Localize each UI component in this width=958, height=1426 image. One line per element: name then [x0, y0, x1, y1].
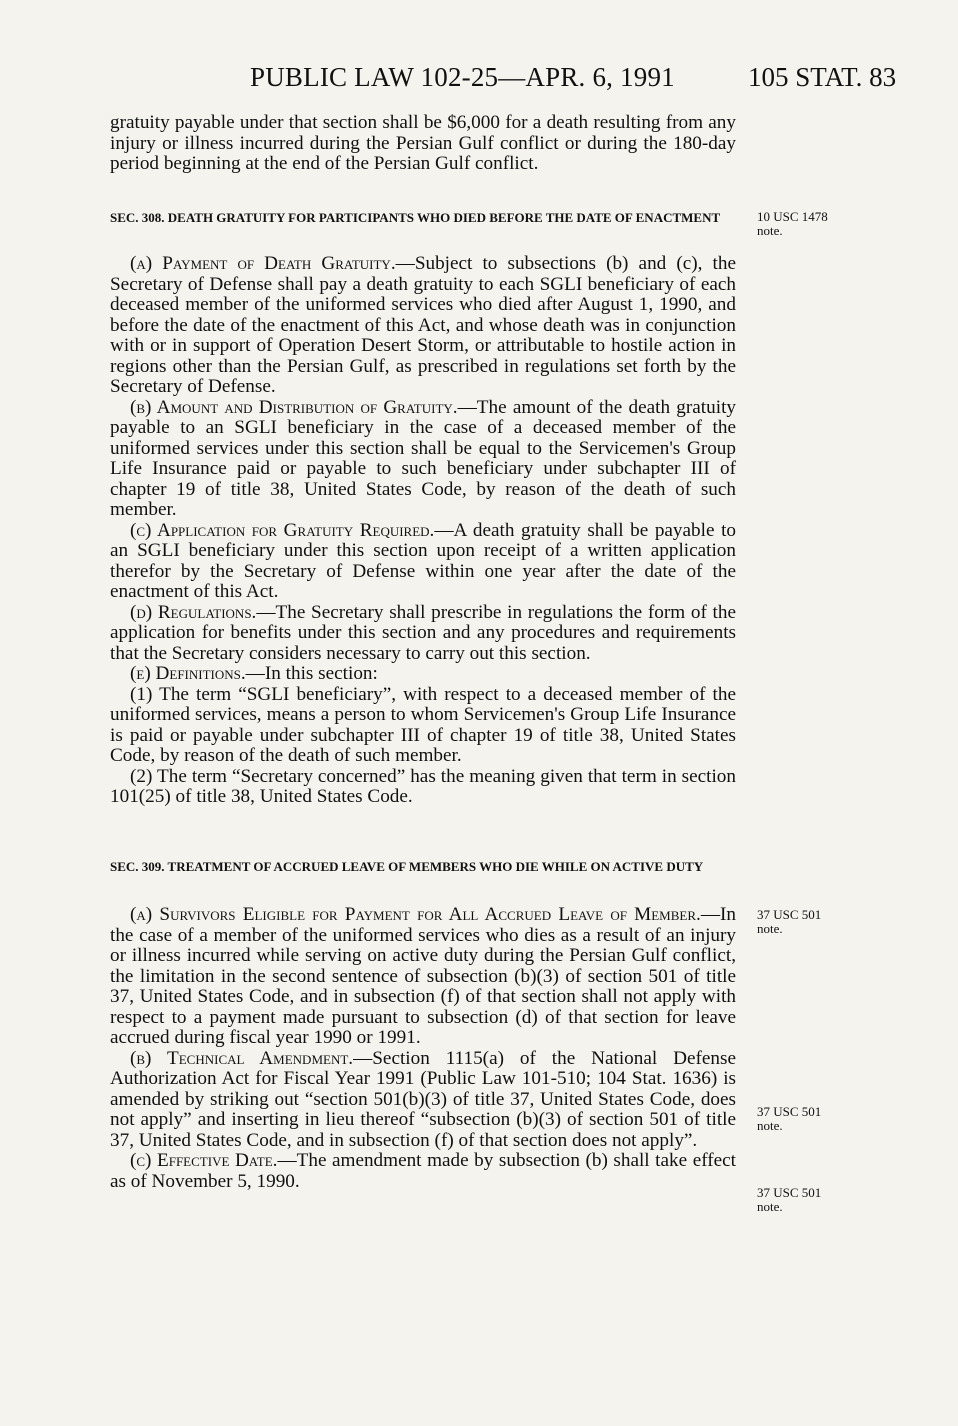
- sec308-c-text: —A death gratuity shall be payable to an SGLI beneficiary under this section upon receipt of a written application therefor by the Secretary of Defense within one year after the date of the enactment of this Act.: [110, 519, 736, 602]
- sec309-a-text: —In the case of a member of the uniformed services who dies as a result of an injury or illness incurred while serving on active duty during the Persian Gulf conflict, the limitation in the second sentence of subsection (b)(3) of section 501 of title 37, United States Code, and in subsection (f) of that section shall not apply with respect to a payment made pursuant to subsection (d) of that section for leave accrued during fiscal year 1990 or 1991.: [110, 904, 736, 1048]
- sec308-subsection-d: [110, 603, 736, 665]
- sec308-d-text: —The Secretary shall prescribe in regulations the form of the application for benefits under this section and any procedures and requirements that the Secretary considers necessary to carry out this section.: [110, 601, 736, 664]
- sec308-e-text: —In this section:: [245, 663, 378, 684]
- section-309-margin-note-b: 37 USC 501 note.: [757, 1104, 822, 1133]
- sec308-b-heading: (b) Amount and Distribution of Gratuity.: [130, 396, 458, 418]
- sec309-a-heading: (a) Survivors Eligible for Payment for All Accrued Leave of Member.: [130, 904, 701, 925]
- sec308-b-text: —The amount of the death gratuity payable to an SGLI beneficiary in the case of a deceased member of the uniformed services under this section shall be equal to the Servicemen's Group Life Insurance paid or payable to such beneficiary under subchapter III of chapter 19 of title 38, United States Code, by reason of the death of such member.: [110, 396, 736, 520]
- section-309-margin-note-c: 37 USC 501 note.: [757, 1185, 822, 1214]
- sec308-definition-2: (2) The term “Secretary concerned” has the meaning given that term in section 101(25) of title 38, United States Code.: [110, 765, 736, 807]
- sec309-subsection-b: [110, 1049, 736, 1152]
- sec308-subsection-c: [110, 521, 736, 603]
- sec308-subsection-e: [110, 664, 736, 685]
- sec309-b-text: —Section 1115(a) of the National Defense Authorization Act for Fiscal Year 1991 (Public Law 101-510; 104 Stat. 1636) is amended by striking out “section 501(b)(3) of title 37, United States Code, does not apply” and inserting in lieu thereof “subsection (b)(3) of section 501 of title 37, United States Code, and in subsection (f) of that section does not apply”.: [110, 1047, 736, 1151]
- section-308-margin-note: 10 USC 1478 note.: [757, 209, 828, 238]
- sec308-definition-1: (1) The term “SGLI beneficiary”, with respect to a deceased member of the uniformed services, means a person to whom Servicemen's Group Life Insurance is paid or payable under subchapter III of chapter 19 of title 38, United States Code, by reason of the death of such member.: [110, 683, 736, 766]
- sec308-d-heading: (d) Regulations.: [130, 601, 257, 623]
- page-header-stat: 105 STAT. 83: [748, 62, 897, 92]
- section-308-heading: SEC. 308. DEATH GRATUITY FOR PARTICIPANTS WHO DIED BEFORE THE DATE OF ENACTMENT: [110, 210, 721, 225]
- sec309-c-heading: (c) Effective Date.: [130, 1150, 278, 1171]
- sec308-a-heading: (a) Payment of Death Gratuity.: [130, 253, 396, 274]
- sec309-subsection-a: [110, 905, 736, 1049]
- sec309-b-heading: (b) Technical Amendment.: [130, 1047, 354, 1069]
- intro-paragraph: [110, 113, 736, 175]
- sec309-c-text: —The amendment made by subsection (b) shall take effect as of November 5, 1990.: [110, 1150, 737, 1192]
- sec308-subsection-b: [110, 398, 736, 521]
- intro-text: gratuity payable under that section shall be $6,000 for a death resulting from any injury or illness incurred during the Persian Gulf conflict or during the 180-day period beginning at the end of the Persian Gulf conflict.: [110, 112, 736, 174]
- section-309-heading: SEC. 309. TREATMENT OF ACCRUED LEAVE OF MEMBERS WHO DIE WHILE ON ACTIVE DUTY: [110, 859, 704, 874]
- sec308-subsection-a: [110, 254, 736, 398]
- sec309-subsection-c: [110, 1151, 736, 1192]
- section-309-margin-note-a: 37 USC 501 note.: [757, 907, 822, 936]
- page-header-title: PUBLIC LAW 102-25—APR. 6, 1991: [250, 62, 675, 92]
- section-309-body: [110, 905, 736, 1192]
- section-308-body: [110, 254, 736, 808]
- sec308-e-heading: (e) Definitions.: [130, 663, 246, 684]
- sec308-c-heading: (c) Application for Gratuity Required.: [130, 519, 435, 541]
- sec308-a-text: —Subject to subsections (b) and (c), the Secretary of Defense shall pay a death gratuity to each SGLI beneficiary of each deceased member of the uniformed services who died after August 1, 1990, and before the date of the enactment of this Act, and whose death was in conjunction with or in support of Operation Desert Storm, or attributable to hostile action in regions other than the Persian Gulf, as prescribed in regulations set forth by the Secretary of Defense.: [110, 253, 736, 397]
